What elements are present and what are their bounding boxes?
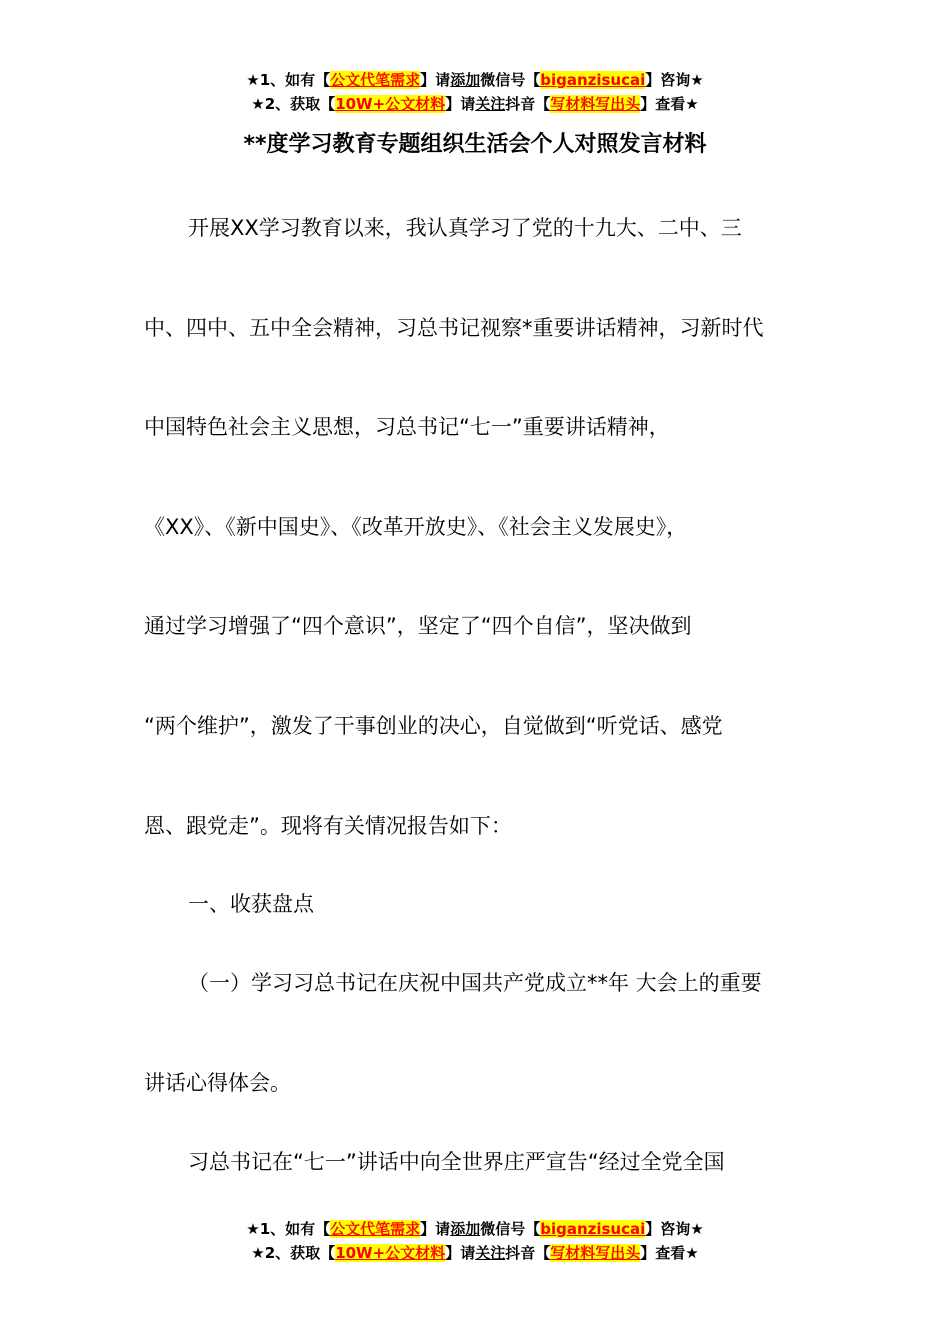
ad-highlight-douyin-account: 写材料写出头 — [550, 1244, 641, 1262]
ad-highlight-materials: 10W+公文材料 — [335, 95, 446, 113]
ad-highlight-douyin-account: 写材料写出头 — [550, 95, 641, 113]
ad-text: 微信号【 — [480, 1220, 541, 1238]
ad-text: 】请 — [420, 71, 451, 89]
ad-highlight-wechat-id: biganzisucai — [540, 1220, 646, 1238]
body-line-1: 开展XX学习教育以来，我认真学习了党的十九大、二中、三 — [188, 216, 742, 240]
ad-text: ★1、如有【 — [246, 1220, 331, 1238]
ad-underline-follow: 关注 — [475, 1244, 506, 1262]
ad-text: ★2、获取【 — [251, 95, 336, 113]
ad-underline-add: 添加 — [450, 71, 481, 89]
header-ad-banner — [0, 68, 950, 116]
ad-highlight-service: 公文代笔需求 — [330, 71, 421, 89]
body-line-5: 通过学习增强了“四个意识”，坚定了“四个自信”，坚决做到 — [144, 614, 692, 638]
body-line-6: “两个维护”，激发了干事创业的决心，自觉做到“听党话、感党 — [144, 714, 723, 738]
ad-text: ★2、获取【 — [251, 1244, 336, 1262]
body-line-7: 恩、跟党走”。现将有关情况报告如下： — [144, 814, 512, 838]
ad-text: 】请 — [445, 95, 476, 113]
ad-text: 】请 — [445, 1244, 476, 1262]
footer-ad-banner — [0, 1217, 950, 1265]
ad-text: 抖音【 — [505, 1244, 551, 1262]
ad-text: 】咨询★ — [645, 1220, 704, 1238]
ad-text: 】咨询★ — [645, 71, 704, 89]
body-line-3: 中国特色社会主义思想，习总书记“七一”重要讲话精神， — [144, 415, 670, 439]
ad-text: 】查看★ — [640, 1244, 699, 1262]
subsection-heading-line-1: （一）学习习总书记在庆祝中国共产党成立**年 大会上的重要 — [188, 971, 762, 995]
ad-text: 抖音【 — [505, 95, 551, 113]
ad-underline-add: 添加 — [450, 1220, 481, 1238]
footer-ad-line-1 — [0, 1217, 950, 1241]
body-line-11: 习总书记在“七一”讲话中向全世界庄严宣告“经过全党全国 — [188, 1150, 725, 1174]
ad-text: ★1、如有【 — [246, 71, 331, 89]
ad-text: 微信号【 — [480, 71, 541, 89]
body-line-4: 《XX》、《新中国史》、《改革开放史》、《社会主义发展史》， — [144, 515, 688, 539]
ad-highlight-service: 公文代笔需求 — [330, 1220, 421, 1238]
ad-highlight-materials: 10W+公文材料 — [335, 1244, 446, 1262]
section-heading: 一、收获盘点 — [188, 892, 314, 916]
ad-highlight-wechat-id: biganzisucai — [540, 71, 646, 89]
body-line-2: 中、四中、五中全会精神，习总书记视察*重要讲话精神，习新时代 — [144, 316, 764, 340]
header-ad-line-2 — [0, 92, 950, 116]
subsection-heading-line-2: 讲话心得体会。 — [144, 1071, 291, 1095]
footer-ad-line-2 — [0, 1241, 950, 1265]
document-title: **度学习教育专题组织生活会个人对照发言材料 — [243, 132, 707, 157]
ad-text: 】查看★ — [640, 95, 699, 113]
header-ad-line-1 — [0, 68, 950, 92]
ad-underline-follow: 关注 — [475, 95, 506, 113]
ad-text: 】请 — [420, 1220, 451, 1238]
